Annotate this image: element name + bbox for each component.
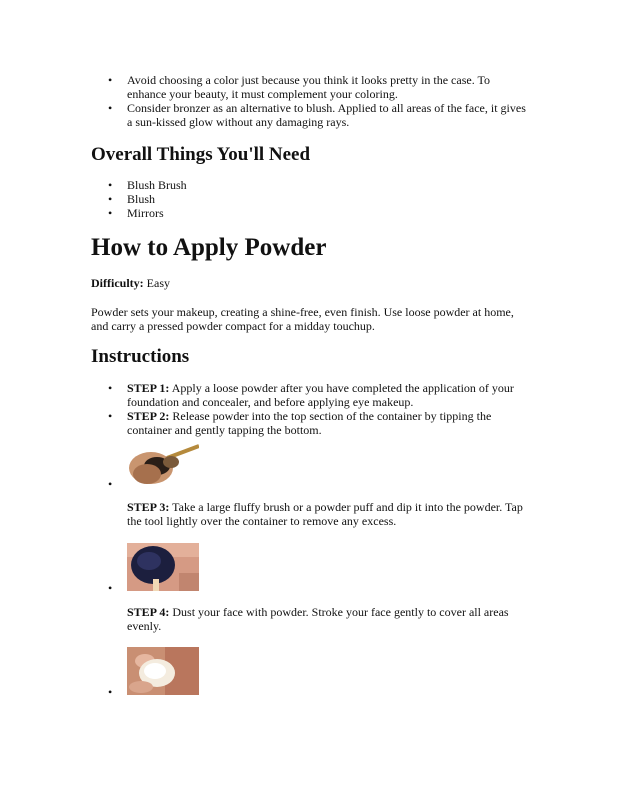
- bullet: •: [108, 381, 113, 395]
- step-label: STEP 2:: [127, 409, 170, 423]
- fluffy-brush-image: [127, 543, 199, 591]
- powder-puff-photo: [127, 647, 199, 695]
- bullet: •: [108, 409, 113, 423]
- list-item: [91, 192, 526, 206]
- needs-list: [91, 178, 526, 220]
- need-item: Mirrors: [127, 206, 164, 220]
- bullet: •: [108, 73, 113, 87]
- intro-paragraph: Powder sets your makeup, creating a shine-free, even finish. Use loose powder at home, and carry a pressed powder compact for a midday touchup.: [91, 305, 514, 333]
- steps-list: [91, 381, 526, 437]
- instructions-heading: Instructions: [91, 346, 190, 367]
- difficulty: [91, 276, 526, 290]
- list-item: [91, 101, 526, 129]
- step-4: [127, 605, 527, 633]
- need-item: Blush Brush: [127, 178, 187, 192]
- bullet: •: [108, 178, 113, 192]
- step-text: Apply a loose powder after you have completed the application of your foundation and concealer, and before applying eye makeup.: [127, 381, 514, 409]
- powder-puff-image: [127, 647, 199, 695]
- bullet: •: [108, 477, 113, 491]
- list-item: [91, 73, 526, 101]
- tip-text: Avoid choosing a color just because you think it looks pretty in the case. To enhance your beauty, it must complement your coloring.: [127, 73, 490, 101]
- powder-container-image: [127, 440, 199, 488]
- step-label: STEP 3:: [127, 500, 170, 514]
- list-item: [91, 381, 526, 409]
- tips-list: [91, 73, 526, 129]
- step-label: STEP 1:: [127, 381, 170, 395]
- step-text: Release powder into the top section of the container by tipping the container and gently tapping the bottom.: [127, 409, 492, 437]
- tip-text: Consider bronzer as an alternative to blush. Applied to all areas of the face, it gives a sun-kissed glow without any damaging rays.: [127, 101, 526, 129]
- need-item: Blush: [127, 192, 156, 206]
- step-text: Dust your face with powder. Stroke your face gently to cover all areas evenly.: [127, 605, 509, 633]
- list-item: [91, 206, 526, 220]
- step-text: Take a large fluffy brush or a powder puff and dip it into the powder. Tap the tool lightly over the container to remove any excess.: [127, 500, 523, 528]
- list-item: [91, 409, 526, 437]
- powder-container-photo: [127, 440, 199, 488]
- bullet: •: [108, 206, 113, 220]
- needs-heading: Overall Things You'll Need: [91, 144, 311, 165]
- difficulty-value: Easy: [146, 276, 170, 290]
- page-title: How to Apply Powder: [91, 234, 327, 261]
- difficulty-label: Difficulty:: [91, 276, 144, 290]
- bullet: •: [108, 192, 113, 206]
- bullet: •: [108, 685, 113, 699]
- bullet: •: [108, 101, 113, 115]
- bullet: •: [108, 581, 113, 595]
- step-label: STEP 4:: [127, 605, 170, 619]
- step-3: [127, 500, 527, 528]
- list-item: [91, 178, 526, 192]
- fluffy-brush-photo: [127, 543, 199, 591]
